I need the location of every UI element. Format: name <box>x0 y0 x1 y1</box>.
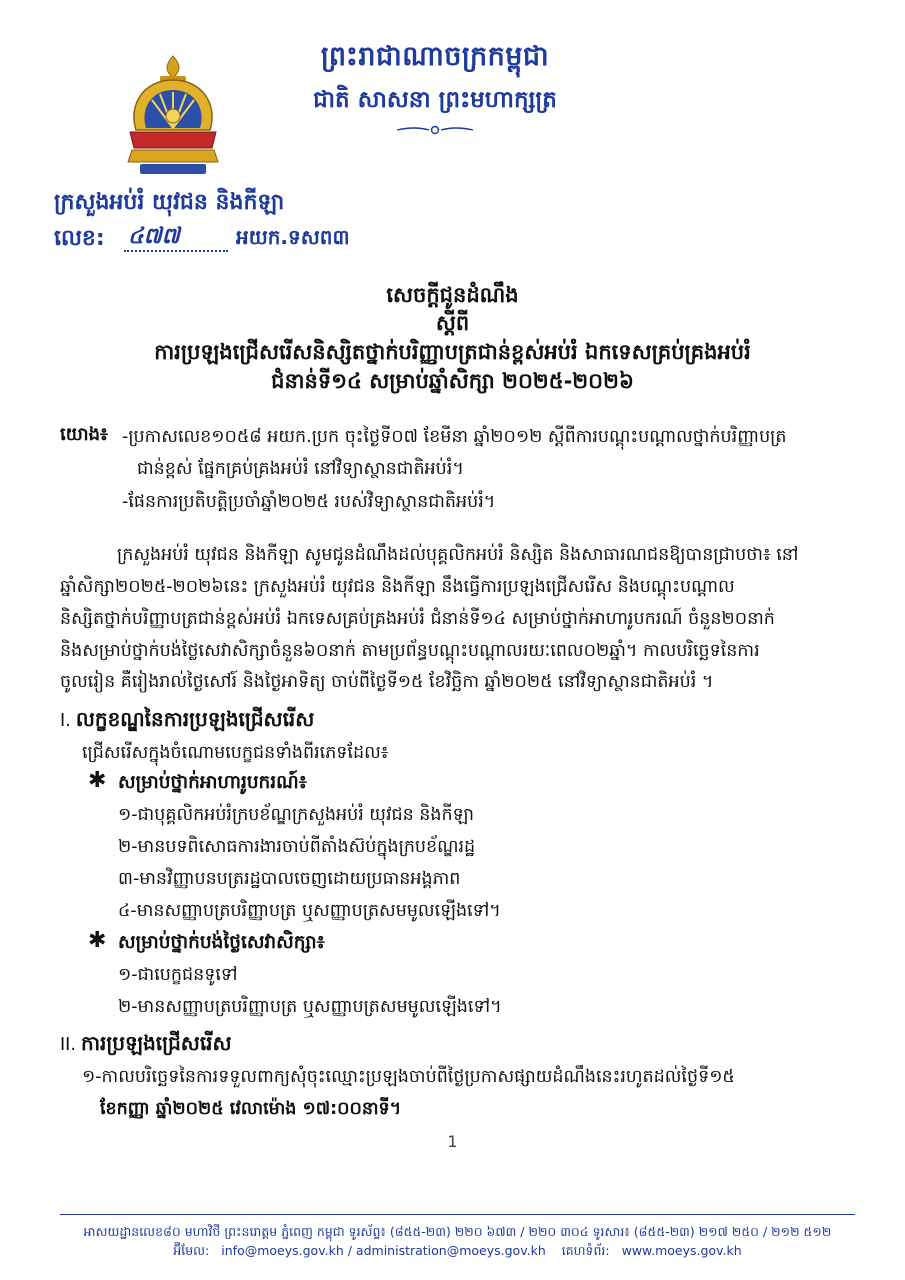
paragraph-line: ចូលរៀន គឺរៀងរាល់ថ្ងៃសៅរ៍ និងថ្ងៃអាទិត្យ ចាប់ពីថ្ងៃទី១៥ ខែវិច្ឆិកា ឆ្នាំ២០២៥ នៅវិទ្យាស្ថានជាតិអប់រំ ។ <box>60 672 714 692</box>
section-2-item-1: ១-កាលបរិច្ឆេទនៃការទទួលពាក្យសុំចុះឈ្មោះប្រឡងចាប់ពីថ្ងៃប្រកាសផ្សាយដំណឹងនេះរហូតដល់ថ្ងៃទី១៥ <box>82 1067 735 1087</box>
section-2-heading <box>60 1030 232 1060</box>
section-2-item-1-continued: ខែកញ្ញា ឆ្នាំ២០២៥ វេលាម៉ោង ១៧:០០នាទី។ <box>100 1099 402 1119</box>
basis-label: យោង៖ <box>60 424 108 445</box>
section-1-title: លក្ខខណ្ឌនៃការប្រឡងជ្រើសរើស <box>75 707 315 731</box>
reference-label: លេខ: <box>54 226 105 251</box>
page-number: 1 <box>447 1132 458 1151</box>
paragraph-line: ក្រសួងអប់រំ យុវជន និងកីឡា សូមជូនដំណឹងដល់បុគ្គលិកអប់រំ និស្សិត និងសាធារណជនឱ្យបានជ្រាបថា៖ នៅ <box>117 545 799 565</box>
section-2-title: ការប្រឡងជ្រើសរើស <box>80 1031 232 1055</box>
paragraph-line: និស្សិតថ្នាក់បរិញ្ញាបត្រជាន់ខ្ពស់អប់រំ ឯកទេសគ្រប់គ្រងអប់រំ ជំនាន់ទី១៤ សម្រាប់ថ្នាក់អាហារូបករណ៍ ចំនួន២០នាក់ <box>60 609 775 629</box>
footer-website[interactable]: www.moeys.gov.kh <box>621 1243 742 1258</box>
notice-title: សេចក្ដីជូនដំណឹង <box>386 283 519 307</box>
kingdom-title: ព្រះរាជាណាចក្រកម្ពុជា <box>320 41 550 72</box>
paragraph-line: និងសម្រាប់ថ្នាក់បង់ថ្លៃសេវាសិក្សាចំនួន៦០នាក់ តាមប្រព័ន្ធបណ្ដុះបណ្ដាលរយៈពេល០២ឆ្នាំ។ កាលបរិច្ឆេទនៃការ <box>60 641 760 661</box>
bullet-star-icon: ✱ <box>88 768 107 793</box>
notice-subject-line2: ជំនាន់ទី១៤ សម្រាប់ឆ្នាំសិក្សា ២០២៥-២០២៦ <box>271 369 634 393</box>
footer-contacts <box>60 1243 855 1262</box>
list-item: ២-មានបទពិសោធការងារចាប់ពីតាំងស៊ប់ក្នុងក្របខ័ណ្ឌរដ្ឋ <box>118 837 476 857</box>
list-item: ១-ជាបេក្ខជនទូទៅ <box>118 965 238 985</box>
basis-item-1-continued: ជាន់ខ្ពស់ ផ្នែកគ្រប់គ្រងអប់រំ នៅវិទ្យាស្ថានជាតិអប់រំ។ <box>137 459 464 479</box>
section-1-numeral: I. <box>60 711 71 731</box>
bullet-star-icon: ✱ <box>88 928 107 953</box>
list-item: ១-ជាបុគ្គលិកអប់រំក្របខ័ណ្ឌក្រសួងអប់រំ យុវជន និងកីឡា <box>118 805 474 825</box>
list-item: ៣-មានវិញ្ញាបនបត្ររដ្ឋបាលចេញដោយប្រធានអង្គភាព <box>118 869 461 889</box>
section-1-intro: ជ្រើសរើសក្នុងចំណោមបេក្ខជនទាំងពីរភេទដែល៖ <box>82 743 389 763</box>
notice-subject-label: ស្ដីពី <box>435 311 470 335</box>
paragraph-line: ឆ្នាំសិក្សា២០២៥-២០២៦នេះ ក្រសួងអប់រំ យុវជន និងកីឡា នឹងធ្វើការប្រឡងជ្រើសរើស និងបណ្ដុះបណ្ដាល <box>60 577 735 597</box>
section-1-heading <box>60 706 314 736</box>
ministry-name: ក្រសួងអប់រំ យុវជន និងកីឡា <box>54 190 285 215</box>
motto-ornament <box>395 124 475 136</box>
reference-number <box>54 224 354 254</box>
footer-website-label: គេហទំព័រ: <box>561 1243 610 1258</box>
fee-paying-group-heading: សម្រាប់ថ្នាក់បង់ថ្លៃសេវាសិក្សា៖ <box>118 932 325 953</box>
ministry-emblem-icon <box>122 52 224 178</box>
reference-suffix: អយក.ទសព៣ <box>236 225 350 249</box>
basis-item-1: -ប្រកាសលេខ១០៥៨ អយក.ប្រក ចុះថ្ងៃទី០៧ ខែមីនា ឆ្នាំ២០១២ ស្ដីពីការបណ្ដុះបណ្ដាលថ្នាក់បរិញ្ញាបត្រ <box>122 427 787 447</box>
footer-address: អាសយដ្ឋានលេខ៨០ មហាវិថី ព្រះនរោត្តម ភ្នំពេញ កម្ពុជា ទូរស័ព្ទ៖ (៨៥៥-២៣) ២២០ ៦៧៣ / ២២០ ៣០៤ ទូរសារ៖ (៨៥៥-២៣) ២១៧ ២៥០ / ២១២ ៥១២ <box>83 1224 832 1239</box>
footer-divider <box>60 1214 855 1215</box>
section-2-numeral: II. <box>60 1035 76 1055</box>
footer-email[interactable]: info@moeys.gov.kh / administration@moeys.gov.kh <box>221 1243 546 1258</box>
national-motto: ជាតិ សាសនា ព្រះមហាក្សត្រ <box>313 87 557 113</box>
footer-email-label: អ៊ីមែល: <box>173 1243 210 1258</box>
notice-subject-line1: ការប្រឡងជ្រើសរើសនិស្សិតថ្នាក់បរិញ្ញាបត្រជាន់ខ្ពស់អប់រំ ឯកទេសគ្រប់គ្រងអប់រំ <box>154 340 751 364</box>
reference-dotted-line <box>124 250 228 252</box>
reference-number-handwritten: ៤៧៧ <box>128 223 180 249</box>
list-item: ៤-មានសញ្ញាបត្របរិញ្ញាបត្រ ឬសញ្ញាបត្រសមមូលឡើងទៅ។ <box>118 901 501 921</box>
basis-item-2: -ផែនការប្រតិបត្តិប្រចាំឆ្នាំ២០២៥ របស់វិទ្យាស្ថានជាតិអប់រំ។ <box>122 492 496 512</box>
list-item: ២-មានសញ្ញាបត្របរិញ្ញាបត្រ ឬសញ្ញាបត្រសមមូលឡើងទៅ។ <box>118 997 502 1017</box>
scholarship-group-heading: សម្រាប់ថ្នាក់អាហារូបករណ៍៖ <box>118 772 307 793</box>
